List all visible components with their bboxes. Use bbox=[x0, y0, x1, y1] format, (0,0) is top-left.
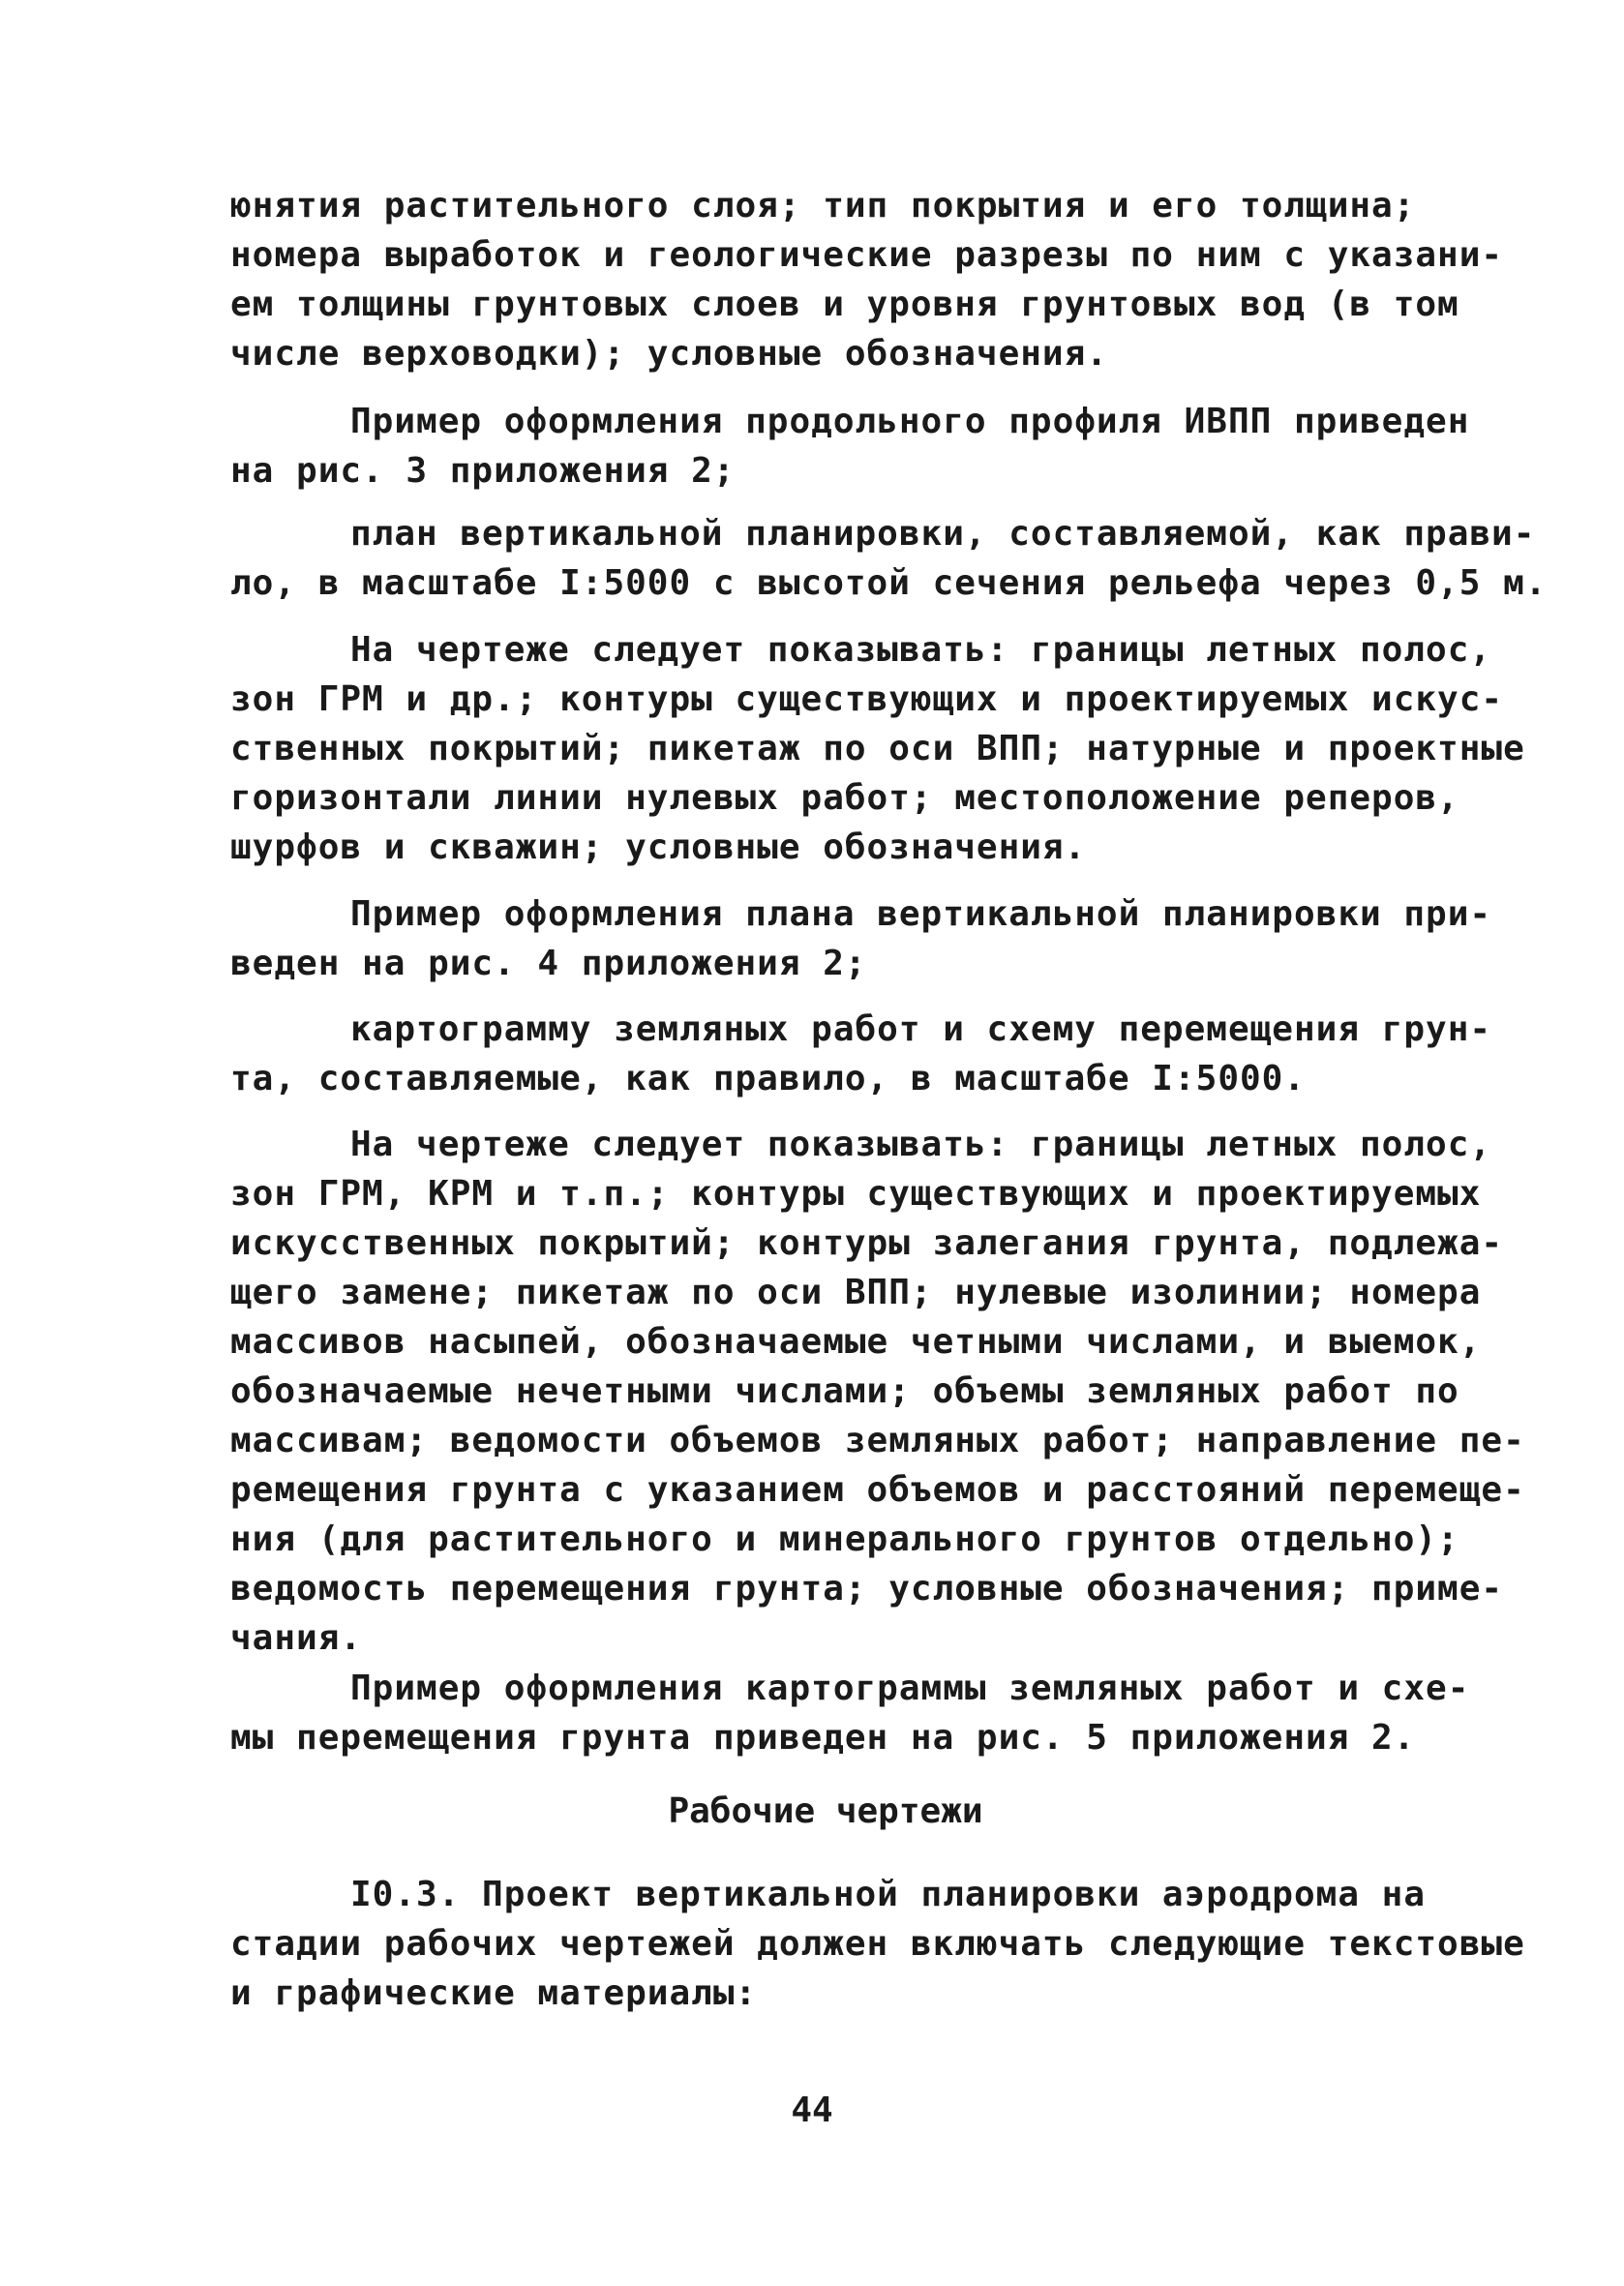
text-line: мы перемещения грунта приведен на рис. 5 приложения 2. bbox=[230, 1718, 1416, 1758]
text-line: зон ГРМ, КРМ и т.п.; контуры существующих и проектируемых bbox=[230, 1174, 1482, 1214]
text-line: план вертикальной планировки, составляемой, как прави- bbox=[350, 514, 1536, 554]
text-line: искусственных покрытий; контуры залегания грунта, подлежа- bbox=[230, 1223, 1504, 1263]
text-line: на рис. 3 приложения 2; bbox=[230, 451, 736, 491]
text-line: та, составляемые, как правило, в масштабе I:5000. bbox=[230, 1059, 1307, 1098]
page-number: 44 bbox=[791, 2090, 833, 2130]
text-line: массивам; ведомости объемов земляных работ; направление пе- bbox=[230, 1421, 1525, 1460]
text-line: щего замене; пикетаж по оси ВПП; нулевые изолинии; номера bbox=[230, 1273, 1482, 1312]
text-line: шурфов и скважин; условные обозначения. bbox=[230, 827, 1087, 867]
text-line: ственных покрытий; пикетаж по оси ВПП; натурные и проектные bbox=[230, 729, 1525, 768]
text-line: На чертеже следует показывать: границы летных полос, bbox=[350, 1125, 1492, 1164]
text-line: ния (для растительного и минерального грунтов отдельно); bbox=[230, 1519, 1459, 1559]
text-line: Пример оформления плана вертикальной планировки при- bbox=[350, 894, 1492, 934]
text-line: картограмму земляных работ и схему перемещения грун- bbox=[350, 1009, 1492, 1049]
text-line: обозначаемые нечетными числами; объемы земляных работ по bbox=[230, 1371, 1459, 1411]
text-line: номера выработок и геологические разрезы по ним с указани- bbox=[230, 235, 1504, 275]
section-heading: Рабочие чертежи bbox=[668, 1791, 983, 1831]
text-line: зон ГРМ и др.; контуры существующих и проектируемых искус- bbox=[230, 679, 1504, 719]
text-line: стадии рабочих чертежей должен включать следующие текстовые bbox=[230, 1924, 1525, 1964]
text-line: веден на рис. 4 приложения 2; bbox=[230, 944, 867, 983]
text-line: чания. bbox=[230, 1618, 363, 1658]
text-line: и графические материалы: bbox=[230, 1973, 758, 2013]
text-line: ведомость перемещения грунта; условные обозначения; приме- bbox=[230, 1569, 1504, 1609]
text-line: ло, в масштабе I:5000 с высотой сечения рельефа через 0,5 м. bbox=[230, 563, 1548, 603]
text-line: массивов насыпей, обозначаемые четными числами, и выемок, bbox=[230, 1322, 1482, 1362]
text-line: На чертеже следует показывать: границы летных полос, bbox=[350, 630, 1492, 670]
text-line: ем толщины грунтовых слоев и уровня грунтовых вод (в том bbox=[230, 285, 1459, 324]
text-line: юнятия растительного слоя; тип покрытия и его толщина; bbox=[230, 186, 1416, 226]
text-line: горизонтали линии нулевых работ; местоположение реперов, bbox=[230, 778, 1459, 818]
text-line: I0.3. Проект вертикальной планировки аэродрома на bbox=[350, 1875, 1427, 1914]
text-line: Пример оформления продольного профиля ИВПП приведен bbox=[350, 402, 1470, 441]
text-line: числе верховодки); условные обозначения. bbox=[230, 334, 1108, 374]
text-line: ремещения грунта с указанием объемов и расстояний перемеще- bbox=[230, 1470, 1525, 1510]
text-line: Пример оформления картограммы земляных работ и схе- bbox=[350, 1669, 1470, 1708]
